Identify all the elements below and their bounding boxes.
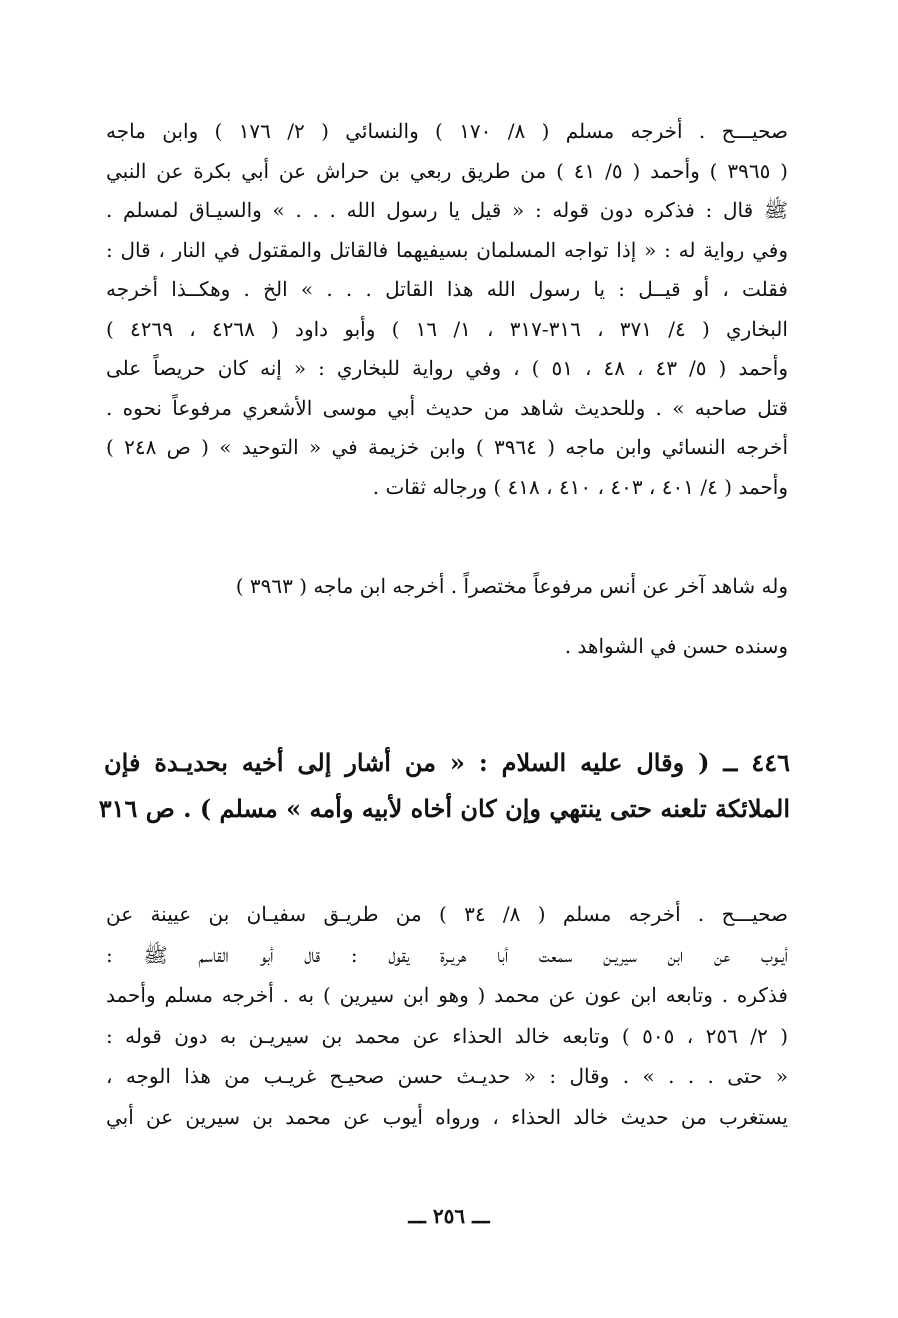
hadith-line: الملائكة تلعنه حتى ينتهي وإن كان أخاه لأبيه وأمه » مسلم ) . ص ٣١٦ (98, 794, 790, 823)
text-line: فذكره . وتابعه ابن عون عن محمد ( وهو ابن سيرين ) به . أخرجه مسلم وأحمد (106, 983, 788, 1007)
text-line: وله شاهد آخر عن أنس مرفوعاً مختصراً . أخرجه ابن ماجه ( ٣٩٦٣ ) (235, 574, 788, 598)
text-line: صحيـــح . أخرجه مسلم ( ٨/ ١٧٠ ) والنسائي ( ٢/ ١٧٦ ) وابن ماجه (106, 119, 788, 143)
text-line: قتل صاحبه » . وللحديث شاهد من حديث أبي موسى الأشعري مرفوعاً نحوه . (106, 395, 789, 420)
text-line: ( ٢/ ٢٥٦ ، ٥٠٥ ) وتابعه خالد الحذاء عن محمد بن سيريـن به دون قوله : (106, 1023, 788, 1048)
text-line: البخاري ( ٤/ ٣٧١ ، ٣١٦-٣١٧ ، ١/ ١٦ ) وأبو داود ( ٤٢٦٨ ، ٤٢٦٩ ) (106, 316, 788, 341)
text-line: وسنده حسن في الشواهد . (564, 634, 788, 658)
shahid-paragraph (106, 566, 788, 686)
text-line: ( ٣٩٦٥ ) وأحمد ( ٥/ ٤١ ) من طريق ربعي بن حراش عن أبي بكرة عن النبي (106, 158, 788, 183)
text-line: فقلت ، أو قيــل : يا رسول الله هذا القاتل . . . » الخ . وهكــذا أخرجه (106, 277, 788, 301)
text-line: ﷺ قال : فذكره دون قوله : « قيل يا رسول الله . . . » والسيـاق لمسلم . (106, 198, 788, 222)
text-line: صحيـــح . أخرجه مسلم ( ٨/ ٣٤ ) من طريـق سفيـان بن عيينة عن (106, 902, 789, 926)
hadith-line: ٤٤٦ ــ ( وقال عليه السلام : « من أشار إلى أخيه بحديـدة فإن (104, 748, 790, 777)
text-line: وفي رواية له : « إذا تواجه المسلمان بسيفيهما فالقاتل والمقتول في النار ، قال : (106, 237, 788, 262)
page-number: ـــ ٢٥٦ ـــ (408, 1204, 490, 1228)
hadith-446-text (98, 740, 790, 832)
text-line: أيـوب عن ابن سيريـن سمعت أبا هريـرة يقول : قال أبو القاسم ﷺ : (106, 942, 788, 967)
text-line: وأحمد ( ٥/ ٤٣ ، ٤٨ ، ٥١ ) ، وفي رواية للبخاري : « إنه كان حريصاً على (106, 356, 789, 380)
takhrij-paragraph-446 (106, 894, 788, 1137)
text-line: يستغرب من حديث خالد الحذاء ، ورواه أيوب عن محمد بن سيرين عن أبي (106, 1104, 788, 1129)
text-line: وأحمد ( ٤/ ٤٠١ ، ٤٠٣ ، ٤١٠ ، ٤١٨ ) ورجاله ثقات . (372, 474, 788, 499)
takhrij-paragraph-445 (106, 112, 788, 507)
text-line: أخرجه النسائي وابن ماجه ( ٣٩٦٤ ) وابن خزيمة في « التوحيد » ( ص ٢٤٨ ) (106, 435, 788, 459)
text-line: « حتى . . . » . وقال : « حديـث حسن صحيـح غريـب من هذا الوجه ، (106, 1064, 788, 1088)
